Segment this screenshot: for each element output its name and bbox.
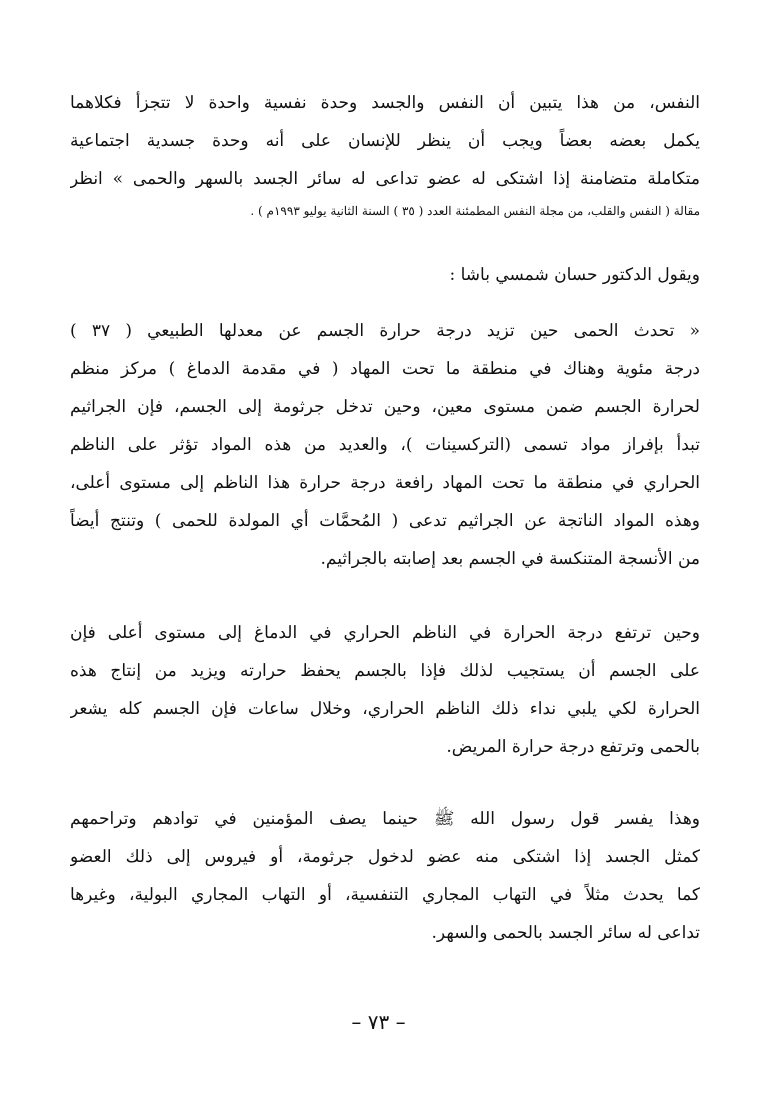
paragraph-fever-explanation — [70, 312, 700, 578]
text-line: الحراري في منطقة ما تحت المهاد رافعة درجة حرارة هذا الناظم إلى مستوى أعلى، — [70, 473, 700, 493]
text-line: تداعى له سائر الجسد بالحمى والسهر. — [431, 923, 700, 943]
text-line: ويقول الدكتور حسان شمسي باشا : — [449, 265, 700, 285]
text-line: وحين ترتفع درجة الحرارة في الناظم الحراري في الدماغ إلى مستوى أعلى فإن — [70, 623, 700, 643]
text-line: لحرارة الجسم ضمن مستوى معين، وحين تدخل جرثومة إلى الجسم، فإن الجراثيم — [70, 397, 700, 417]
text-line: وهذا يفسر قول رسول الله ﷺ حينما يصف المؤمنين في توادهم وتراحمهم — [70, 809, 700, 829]
text-line: كما يحدث مثلاً في التهاب المجاري التنفسية، أو التهاب المجاري البولية، وغيرها — [70, 885, 700, 905]
text-line: على الجسم أن يستجيب لذلك فإذا بالجسم يحفظ حرارته ويزيد من إنتاج هذه — [70, 661, 700, 681]
text-line: كمثل الجسد إذا اشتكى منه عضو لدخول جرثومة، أو فيروس إلى ذلك العضو — [70, 847, 700, 867]
paragraph-doctor-quote-intro — [70, 256, 700, 294]
text-line: يكمل بعضه بعضاً ويجب أن ينظر للإنسان على أنه وحدة جسدية اجتماعية — [70, 131, 700, 151]
text-line: النفس، من هذا يتبين أن النفس والجسد وحدة نفسية واحدة لا تتجزأ فكلاهما — [70, 93, 700, 113]
text-line: متكاملة متضامنة إذا اشتكى له عضو تداعى له سائر الجسد بالسهر والحمى » انظر — [70, 169, 700, 189]
text-line: وهذه المواد الناتجة عن الجراثيم تدعى ( المُحمَّات أي المولدة للحمى ) وتنتج أيضاً — [70, 511, 700, 531]
page-number: – ٧٣ – — [351, 1010, 406, 1034]
text-line: الحرارة لكي يلبي نداء ذلك الناظم الحراري، وخلال ساعات فإن الجسم كله يشعر — [70, 699, 700, 719]
paragraph-thermostat-response — [70, 614, 700, 766]
paragraph-hadith-interpretation — [70, 800, 700, 952]
source-reference: مقالة ( النفس والقلب، من مجلة النفس المطمئنة العدد ( ٣٥ ) السنة الثانية يوليو ١٩٩٣م ) . — [250, 204, 700, 218]
text-line: درجة مئوية وهناك في منطقة ما تحت المهاد ( في مقدمة الدماغ ) مركز منظم — [70, 359, 700, 379]
paragraph-soul-body-unity — [70, 84, 700, 224]
text-line: بالحمى وترتفع درجة حرارة المريض. — [446, 737, 700, 757]
text-line: « تحدث الحمى حين تزيد درجة حرارة الجسم عن معدلها الطبيعي ( ٣٧ ) — [70, 321, 700, 341]
text-line: تبدأ بإفراز مواد تسمى (التركسينات )، والعديد من هذه المواد تؤثر على الناظم — [70, 435, 700, 455]
text-line: من الأنسجة المتنكسة في الجسم بعد إصابته بالجراثيم. — [320, 549, 700, 569]
